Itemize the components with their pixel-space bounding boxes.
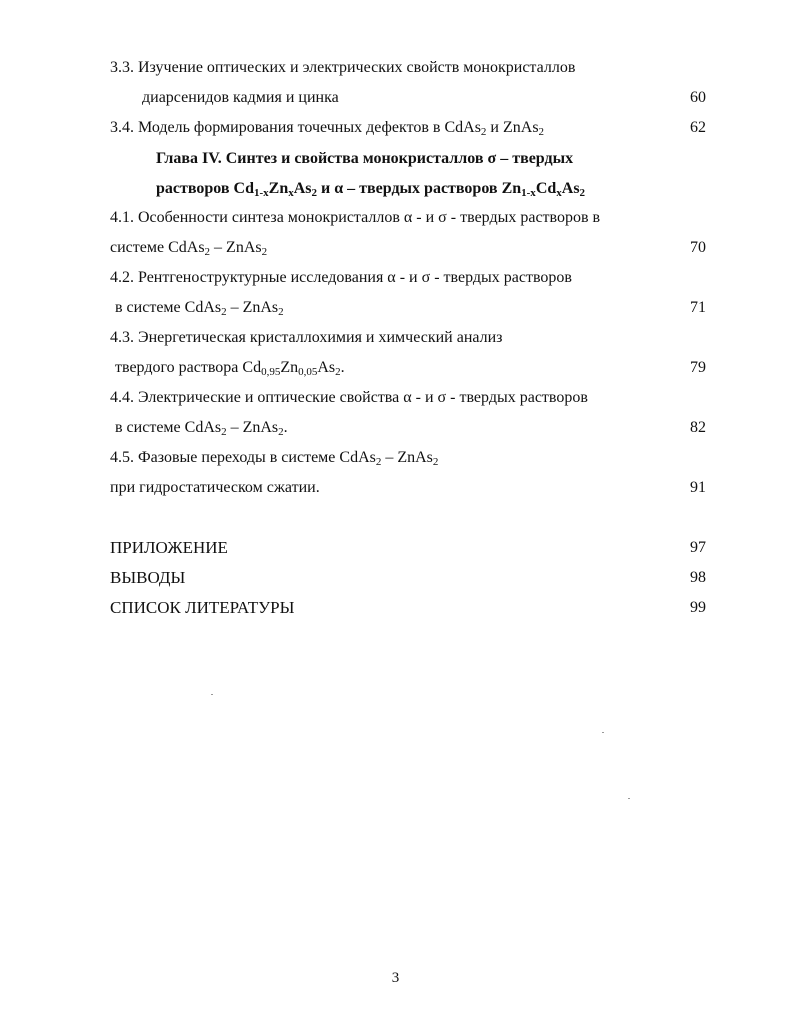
toc-entry-4-2-title-line2: в системе CdAs$_2$ – ZnAs$_2$ <box>115 299 284 318</box>
toc-entry-3-3-title-line2: диарсенидов кадмия и цинка <box>142 89 339 106</box>
toc-conclusions-page: 98 <box>690 569 706 586</box>
toc-entry-4-5-title-line1: 4.5. Фазовые переходы в системе CdAs$_2$ – ZnAs$_2$ <box>110 449 439 468</box>
toc-entry-4-4-page: 82 <box>690 419 706 436</box>
toc-entry-4-4-title-line2: в системе CdAs$_2$ – ZnAs$_2$. <box>115 419 288 438</box>
toc-entry-3-4-title: 3.4. Модель формирования точечных дефектов в CdAs$_2$ и ZnAs$_2$ <box>110 119 545 138</box>
toc-entry-4-5-title-line2: при гидростатическом сжатии. <box>110 479 320 496</box>
page-number: 3 <box>391 970 400 986</box>
toc-entry-4-2-title-line1: 4.2. Рентгеноструктурные исследования α - и σ - твердых растворов <box>110 269 572 286</box>
toc-entry-4-2-page: 71 <box>690 299 706 316</box>
toc-appendix-title: ПРИЛОЖЕНИЕ <box>110 538 228 557</box>
toc-conclusions-title: ВЫВОДЫ <box>110 568 186 587</box>
toc-references-page: 99 <box>690 599 706 616</box>
toc-appendix-page: 97 <box>690 539 706 556</box>
chapter-4-heading-line1: Глава IV. Синтез и свойства монокристаллов σ – твердых <box>156 150 574 167</box>
toc-entry-4-4-title-line1: 4.4. Электрические и оптические свойства α - и σ - твердых растворов <box>110 389 588 406</box>
toc-entry-4-3-page: 79 <box>690 359 706 376</box>
toc-entry-4-1-title-line2: системе CdAs$_2$ – ZnAs$_2$ <box>110 239 268 258</box>
scan-speck <box>628 798 630 799</box>
toc-entry-3-4-page: 62 <box>690 119 706 136</box>
scan-speck <box>211 694 213 695</box>
scan-speck <box>602 732 604 733</box>
chapter-4-heading-line2: растворов $Cd_{1-x}Zn_xAs_2$ и α – твердых растворов $Zn_{1-x}Cd_xAs_2$ <box>156 180 586 199</box>
toc-references-title: СПИСОК ЛИТЕРАТУРЫ <box>110 598 295 617</box>
toc-entry-4-1-page: 70 <box>690 239 706 256</box>
toc-entry-4-3-title-line1: 4.3. Энергетическая кристаллохимия и химческий анализ <box>110 329 503 346</box>
toc-entry-4-1-title-line1: 4.1. Особенности синтеза монокристаллов α - и σ - твердых растворов в <box>110 209 601 226</box>
toc-entry-4-5-page: 91 <box>690 479 706 496</box>
toc-entry-3-3-page: 60 <box>690 89 706 106</box>
toc-entry-3-3-title-line1: 3.3. Изучение оптических и электрических свойств монокристаллов <box>110 59 576 76</box>
toc-entry-4-3-title-line2: твердого раствора $Cd_{0,95}Zn_{0,05}As_2$. <box>115 359 345 378</box>
